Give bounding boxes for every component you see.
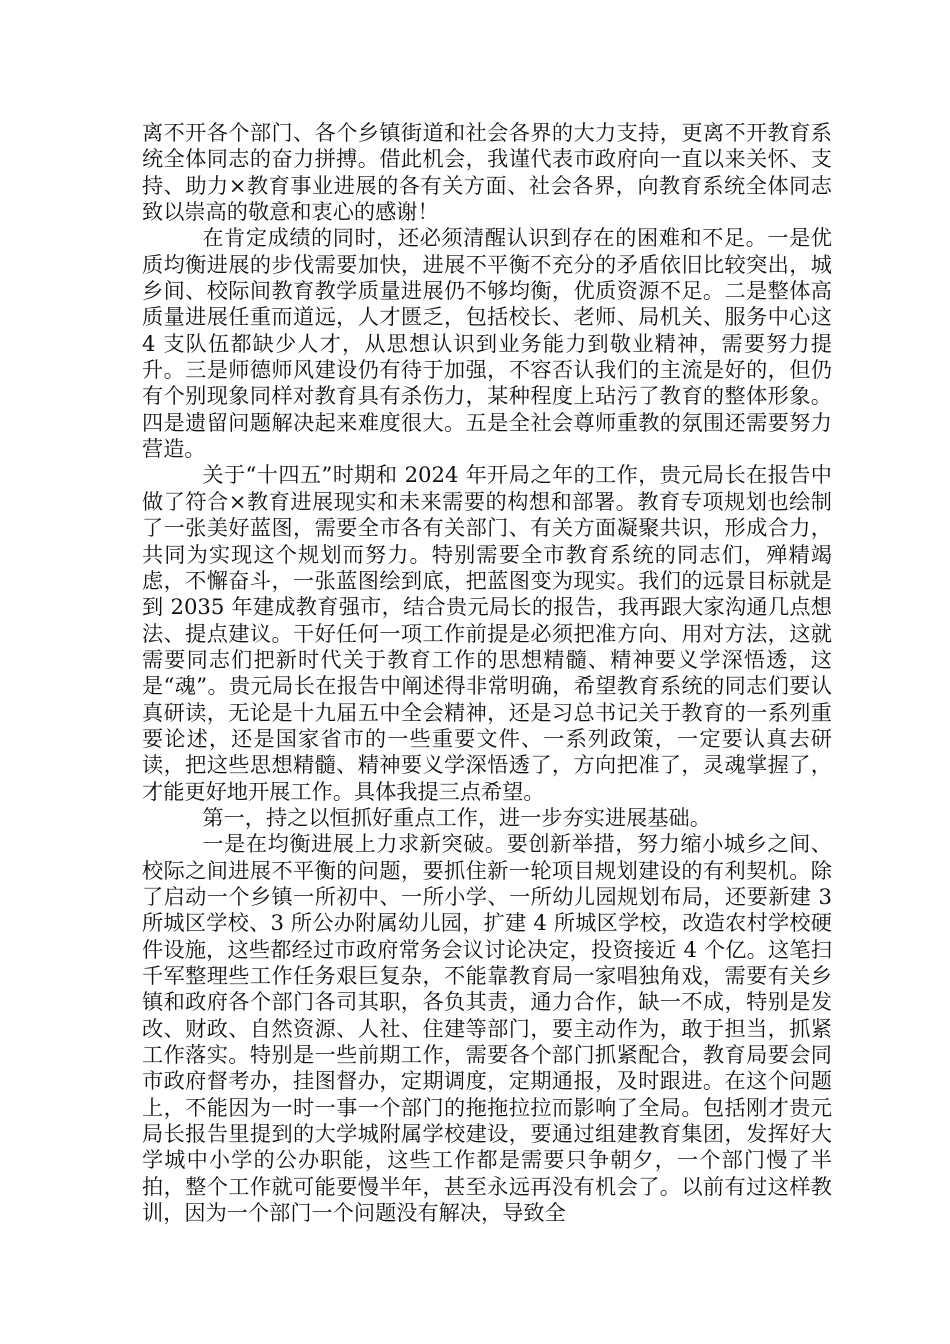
paragraph-plan-overview: 关于“十四五”时期和 2024 年开局之年的工作，贵元局长在报告中做了符合×教育进展现实和未来需要的构想和部署。教育专项规划也绘制了一张美好蓝图，需要全市各有关部门、有关方面凝聚共识，形成合力，共同为实现这个规划而努力。特别需要全市教育系统的同志们，殚精竭虑，不懈奋斗，一张蓝图绘到底，把蓝图变为现实。我们的远景目标就是到 2035 年建成教育强市，结合贵元局长的报告，我再跟大家沟通几点想法、提点建议。干好任何一项工作前提是必须把准方向、用对方法，这就需要同志们把新时代关于教育工作的思想精髓、精神要义学深悟透，这是“魂”。贵元局长在报告中阐述得非常明确，希望教育系统的同志们要认真研读，无论是十九届五中全会精神，还是习总书记关于教育的一系列重要论述，还是国家省市的一些重要文件、一系列政策，一定要认真去研读，把这些思想精髓、精神要义学深悟透了，方向把准了，灵魂掌握了，才能更好地开展工作。具体我提三点希望。	[142, 462, 832, 804]
paragraph-balanced-development: 一是在均衡进展上力求新突破。要创新举措，努力缩小城乡之间、校际之间进展不平衡的问题，要抓住新一轮项目规划建设的有利契机。除了启动一个乡镇一所初中、一所小学、一所幼儿园规划布局，还要新建 3 所城区学校、3 所公办附属幼儿园，扩建 4 所城区学校，改造农村学校硬件设施，这些都经过市政府常务会议讨论决定，投资接近 4 个亿。这笔扫 千军整理些工作任务艰巨复杂，不能靠教育局一家唱独角戏，需要有关乡镇和政府各个部门各司其职，各负其责，通力合作，缺一不成，特别是发改、财政、自然资源、人社、住建等部门，要主动作为，敢于担当，抓紧工作落实。特别是一些前期工作，需要各个部门抓紧配合，教育局要会同市政府督考办，挂图督办，定期调度，定期通报，及时跟进。在这个问题上，不能因为一时一事一个部门的拖拖拉拉而影响了全局。包括刚才贵元局长报告里提到的大学城附属学校建设，要通过组建教育集团，发挥好大学城中小学的公办职能，这些工作都是需要只争朝夕，一个部门慢了半拍，整个工作就可能要慢半年，甚至永远再没有机会了。以前有过这样教训，因为一个部门一个问题没有解决，导致全	[142, 831, 832, 1226]
document-page	[142, 120, 832, 1226]
paragraph-closing-thanks: 离不开各个部门、各个乡镇街道和社会各界的大力支持，更离不开教育系统全体同志的奋力拼搏。借此机会，我谨代表市政府向一直以来关怀、支持、助力×教育事业进展的各有关方面、社会各界，向教育系统全体同志致以崇高的敬意和衷心的感谢！	[142, 120, 832, 225]
paragraph-section-heading-first: 第一，持之以恒抓好重点工作，进一步夯实进展基础。	[202, 804, 711, 830]
paragraph-difficulties: 在肯定成绩的同时，还必须清醒认识到存在的困难和不足。一是优质均衡进展的步伐需要加快，进展不平衡不充分的矛盾依旧比较突出，城乡间、校际间教育教学质量进展仍不够均衡，优质资源不足。二是整体高质量进展任重而道远，人才匮乏，包括校长、老师、局机关、服务中心这 4 支队伍都缺少人才，从思想认识到业务能力到敬业精神，需要努力提升。三是师德师风建设仍有待于加强，不容否认我们的主流是好的，但仍有个别现象同样对教育具有杀伤力，某种程度上玷污了教育的整体形象。四是遗留问题解决起来难度很大。五是全社会尊师重教的氛围还需要努力营造。	[142, 225, 832, 462]
